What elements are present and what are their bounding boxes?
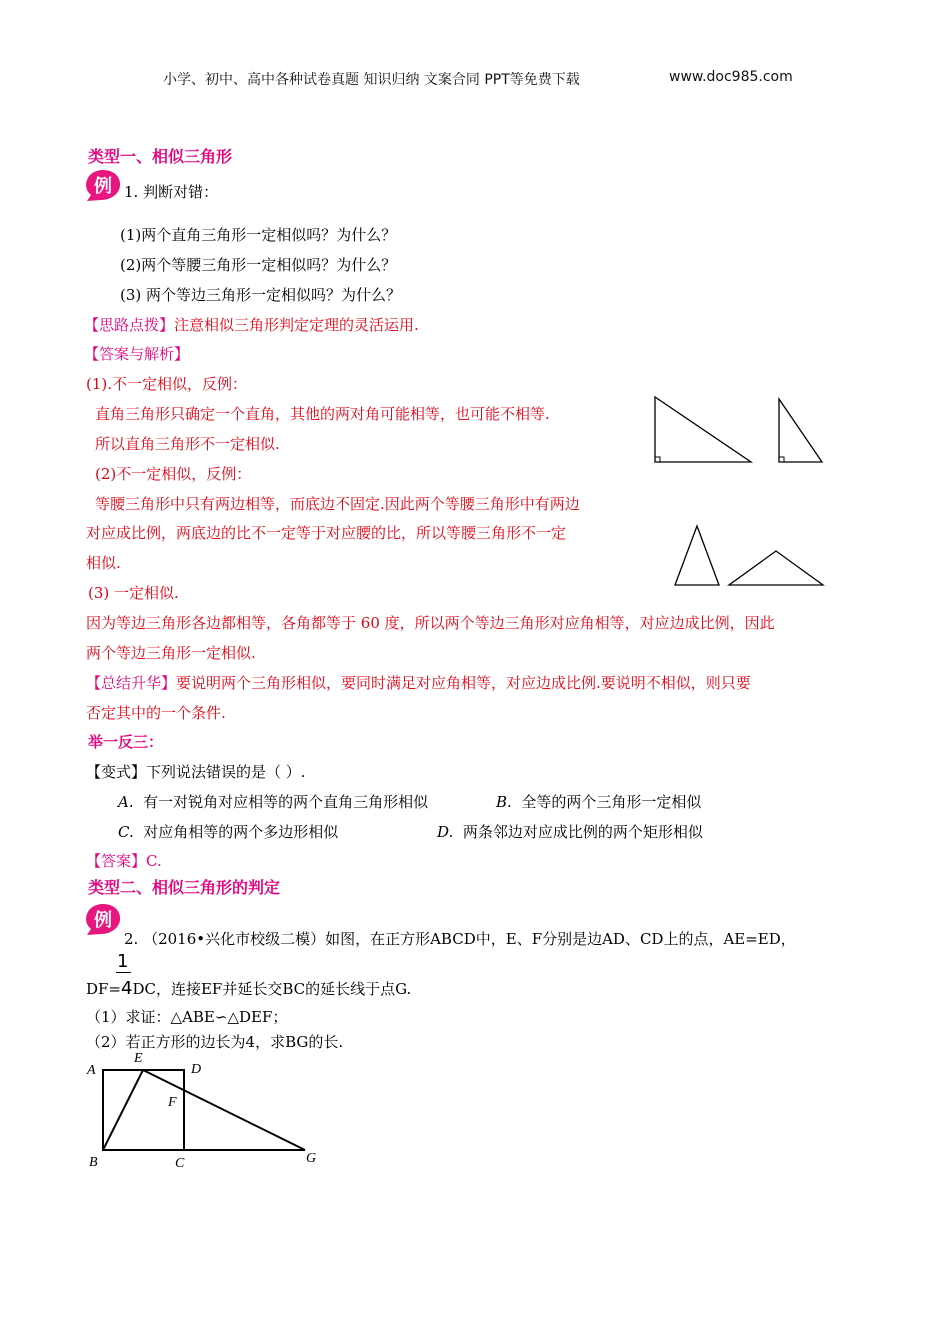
label-f: F <box>168 1095 177 1110</box>
answer-line: 对应成比例，两底边的比不一定等于对应腰的比，所以等腰三角形不一定 <box>86 524 567 542</box>
example-badge-icon <box>83 168 123 202</box>
right-angle-mark <box>655 457 660 462</box>
answer-tag: 【答案与解析】 <box>84 345 190 363</box>
square-abcd <box>103 1070 184 1150</box>
sub-question-1: （1）求证：△ABE∽△DEF； <box>86 1008 288 1026</box>
answer-line: 直角三角形只确定一个直角，其他的两对角可能相等，也可能不相等. <box>95 405 550 423</box>
fraction-numerator: 1 <box>117 951 129 972</box>
hint-tag: 【思路点拨】 <box>84 316 175 334</box>
summary-tag: 【总结升华】 <box>86 674 177 692</box>
isosceles-triangle-wide <box>729 551 823 585</box>
answer-line: 等腰三角形中只有两边相等，而底边不固定.因此两个等腰三角形中有两边 <box>95 495 580 513</box>
question-item: (1)两个直角三角形一定相似吗？为什么？ <box>120 226 397 244</box>
label-e: E <box>134 1051 143 1066</box>
isosceles-triangle-tall <box>675 526 719 585</box>
variant-answer: 【答案】C. <box>86 852 162 870</box>
right-triangle-large <box>655 397 751 462</box>
option-d: D. 两条邻边对应成比例的两个矩形相似 <box>437 823 703 841</box>
square-geometry-figure <box>80 1048 330 1176</box>
right-angle-mark <box>779 457 784 462</box>
answer-line: (2)不一定相似，反例： <box>95 465 252 483</box>
right-triangles-figure <box>648 393 828 465</box>
answer-line: 因为等边三角形各边都相等，各角都等于 60 度，所以两个等边三角形对应角相等，对应边成比例，因此 <box>86 614 775 632</box>
example-badge-icon <box>83 902 123 936</box>
header-site-text: 小学、初中、高中各种试卷真题 知识归纳 文案合同 PPT等免费下载 <box>163 72 580 88</box>
hint-line <box>84 314 419 335</box>
option-a: A. 有一对锐角对应相等的两个直角三角形相似 <box>118 793 429 811</box>
label-a: A <box>87 1063 96 1078</box>
label-b: B <box>89 1155 98 1170</box>
answer-line: 所以直角三角形不一定相似. <box>95 435 280 453</box>
sub-question-2: （2）若正方形的边长为4，求BG的长. <box>86 1033 344 1051</box>
svg-text:例: 例 <box>94 176 112 196</box>
summary-text: 否定其中的一个条件. <box>86 704 226 722</box>
question-item: (3) 两个等边三角形一定相似吗？为什么？ <box>120 286 402 304</box>
answer-line: 相似. <box>86 554 121 572</box>
question-one-label: 1. 判断对错： <box>124 183 219 201</box>
header-url: www.doc985.com <box>669 69 793 85</box>
label-g: G <box>306 1151 317 1166</box>
right-triangle-small <box>779 399 822 462</box>
fraction-denominator: 4 <box>121 978 133 999</box>
answer-line: 两个等边三角形一定相似. <box>86 644 256 662</box>
section-one-title: 类型一、相似三角形 <box>88 147 233 166</box>
answer-line: (1).不一定相似，反例： <box>86 375 248 393</box>
answer-line: (3) 一定相似. <box>88 584 179 602</box>
section-two-title: 类型二、相似三角形的判定 <box>88 878 281 897</box>
summary-text: 要说明两个三角形相似，要同时满足对应角相等，对应边成比例.要说明不相似，则只要 <box>176 674 751 692</box>
variant-stem: 【变式】下列说法错误的是（ ）. <box>86 763 306 781</box>
hint-text: 注意相似三角形判定定理的灵活运用. <box>174 316 419 334</box>
summary-line <box>86 672 751 693</box>
segment-be <box>103 1070 143 1150</box>
svg-text:例: 例 <box>94 910 112 930</box>
question-two-line1: 2. （2016•兴化市校级二模）如图，在正方形ABCD中，E、F分别是边AD、CD上的点，AE=ED， <box>124 930 796 948</box>
question-two-line2: DF=4DC，连接EF并延长交BC的延长线于点G. <box>86 978 412 999</box>
segment-eg <box>143 1070 305 1150</box>
option-b: B. 全等的两个三角形一定相似 <box>496 793 702 811</box>
isosceles-triangles-figure <box>670 522 830 590</box>
fraction-bar <box>116 972 131 973</box>
label-d: D <box>191 1062 202 1077</box>
option-c: C. 对应角相等的两个多边形相似 <box>118 823 339 841</box>
variant-title: 举一反三： <box>88 733 164 751</box>
question-item: (2)两个等腰三角形一定相似吗？为什么？ <box>120 256 397 274</box>
label-c: C <box>175 1156 185 1171</box>
